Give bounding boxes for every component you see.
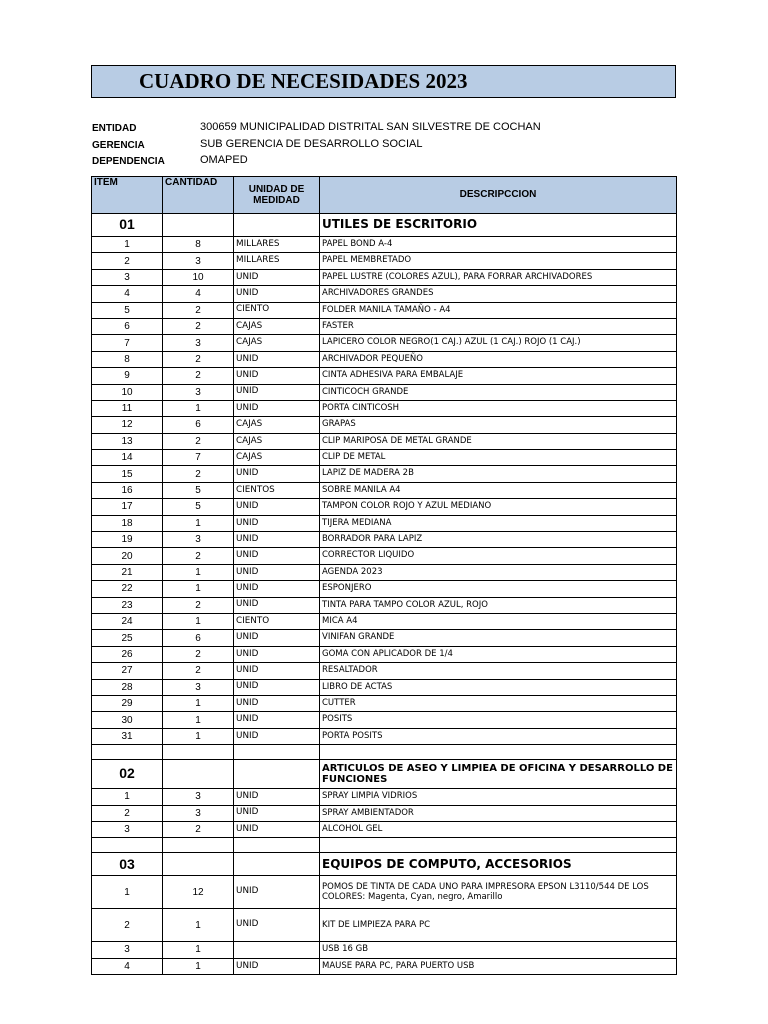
table-row (92, 318, 677, 334)
table-row (92, 351, 677, 367)
section-empty-cell (163, 214, 234, 237)
item-number: 1 (92, 237, 163, 253)
section-number: 03 (92, 853, 163, 876)
header-item: ITEM (92, 177, 163, 214)
quantity: 3 (163, 384, 234, 400)
quantity: 12 (163, 876, 234, 909)
description: LIBRO DE ACTAS (320, 679, 677, 695)
description: MICA A4 (320, 613, 677, 629)
item-number: 21 (92, 564, 163, 580)
item-number: 26 (92, 646, 163, 662)
quantity: 3 (163, 805, 234, 821)
description: SPRAY LIMPIA VIDRIOS (320, 789, 677, 805)
description: VINIFAN GRANDE (320, 630, 677, 646)
item-number: 13 (92, 433, 163, 449)
quantity: 1 (163, 613, 234, 629)
item-number: 16 (92, 482, 163, 498)
table-row (92, 499, 677, 515)
table-row (92, 450, 677, 466)
table-row (92, 821, 677, 837)
quantity: 2 (163, 548, 234, 564)
empty-cell (320, 745, 677, 760)
meta-value: SUB GERENCIA DE DESARROLLO SOCIAL (200, 137, 423, 150)
unit-of-measure: UNID (234, 597, 320, 613)
unit-of-measure (234, 942, 320, 958)
quantity: 1 (163, 695, 234, 711)
description: BORRADOR PARA LAPIZ (320, 532, 677, 548)
unit-of-measure: CAJAS (234, 450, 320, 466)
table-row (92, 237, 677, 253)
empty-cell (320, 838, 677, 853)
page-title: CUADRO DE NECESIDADES 2023 (139, 69, 468, 93)
item-number: 9 (92, 368, 163, 384)
unit-of-measure: UNID (234, 646, 320, 662)
table-row (92, 695, 677, 711)
item-number: 25 (92, 630, 163, 646)
table-row (92, 548, 677, 564)
description: LAPIZ DE MADERA 2B (320, 466, 677, 482)
table-row (92, 302, 677, 318)
description: ARCHIVADORES GRANDES (320, 286, 677, 302)
item-number: 2 (92, 909, 163, 942)
meta-label: DEPENDENCIA (92, 156, 165, 167)
quantity: 3 (163, 335, 234, 351)
empty-cell (163, 745, 234, 760)
unit-of-measure: UNID (234, 821, 320, 837)
quantity: 1 (163, 400, 234, 416)
item-number: 1 (92, 876, 163, 909)
meta-value: OMAPED (200, 154, 248, 166)
description: CORRECTOR LIQUIDO (320, 548, 677, 564)
empty-cell (92, 838, 163, 853)
table-row (92, 958, 677, 974)
description: FASTER (320, 318, 677, 334)
unit-of-measure: UNID (234, 909, 320, 942)
unit-of-measure: UNID (234, 269, 320, 285)
description: CUTTER (320, 695, 677, 711)
quantity: 3 (163, 789, 234, 805)
unit-of-measure: CAJAS (234, 417, 320, 433)
unit-of-measure: UNID (234, 400, 320, 416)
description: PORTA CINTICOSH (320, 400, 677, 416)
item-number: 4 (92, 958, 163, 974)
unit-of-measure: CAJAS (234, 318, 320, 334)
quantity: 2 (163, 597, 234, 613)
quantity: 6 (163, 417, 234, 433)
item-number: 3 (92, 269, 163, 285)
description: CLIP DE METAL (320, 450, 677, 466)
description: PAPEL MEMBRETADO (320, 253, 677, 269)
meta-value: 300659 MUNICIPALIDAD DISTRITAL SAN SILVESTRE DE COCHAN (200, 121, 541, 133)
unit-of-measure: UNID (234, 728, 320, 744)
table-row (92, 630, 677, 646)
description: ESPONJERO (320, 581, 677, 597)
item-number: 27 (92, 663, 163, 679)
spacer-row (92, 745, 677, 760)
item-number: 11 (92, 400, 163, 416)
unit-of-measure: UNID (234, 466, 320, 482)
item-number: 2 (92, 253, 163, 269)
table-header-row (92, 177, 677, 214)
quantity: 3 (163, 532, 234, 548)
item-number: 22 (92, 581, 163, 597)
meta-label: GERENCIA (92, 139, 145, 151)
header-cantidad: CANTIDAD (163, 177, 234, 214)
unit-of-measure: UNID (234, 679, 320, 695)
table-row (92, 466, 677, 482)
empty-cell (234, 838, 320, 853)
quantity: 1 (163, 909, 234, 942)
quantity: 1 (163, 564, 234, 580)
item-number: 31 (92, 728, 163, 744)
unit-of-measure: UNID (234, 712, 320, 728)
quantity: 2 (163, 368, 234, 384)
document-meta (91, 121, 676, 171)
table-row (92, 532, 677, 548)
item-number: 7 (92, 335, 163, 351)
unit-of-measure: UNID (234, 958, 320, 974)
item-number: 10 (92, 384, 163, 400)
unit-of-measure: UNID (234, 532, 320, 548)
description: PORTA POSITS (320, 728, 677, 744)
description: USB 16 GB (320, 942, 677, 958)
unit-of-measure: UNID (234, 286, 320, 302)
description: ALCOHOL GEL (320, 821, 677, 837)
table-row (92, 712, 677, 728)
section-empty-cell (234, 214, 320, 237)
quantity: 2 (163, 351, 234, 367)
table-row (92, 384, 677, 400)
description: SOBRE MANILA A4 (320, 482, 677, 498)
section-empty-cell (234, 853, 320, 876)
description: CINTA ADHESIVA PARA EMBALAJE (320, 368, 677, 384)
header-descripcion: DESCRIPCCION (320, 177, 677, 214)
unit-of-measure: UNID (234, 564, 320, 580)
unit-of-measure: CIENTO (234, 613, 320, 629)
table-row (92, 646, 677, 662)
unit-of-measure: UNID (234, 515, 320, 531)
item-number: 23 (92, 597, 163, 613)
item-number: 6 (92, 318, 163, 334)
section-header-row (92, 760, 677, 789)
description: TINTA PARA TAMPO COLOR AZUL, ROJO (320, 597, 677, 613)
table-row (92, 728, 677, 744)
unit-of-measure: MILLARES (234, 253, 320, 269)
quantity: 10 (163, 269, 234, 285)
quantity: 1 (163, 958, 234, 974)
table-row (92, 909, 677, 942)
spacer-row (92, 838, 677, 853)
section-title: EQUIPOS DE COMPUTO, ACCESORIOS (320, 853, 677, 876)
section-empty-cell (163, 760, 234, 789)
unit-of-measure: UNID (234, 548, 320, 564)
table-row (92, 335, 677, 351)
description: ARCHIVADOR PEQUEÑO (320, 351, 677, 367)
quantity: 1 (163, 728, 234, 744)
table-row (92, 564, 677, 580)
item-number: 30 (92, 712, 163, 728)
section-empty-cell (163, 853, 234, 876)
description: AGENDA 2023 (320, 564, 677, 580)
table-row (92, 400, 677, 416)
item-number: 18 (92, 515, 163, 531)
item-number: 14 (92, 450, 163, 466)
unit-of-measure: UNID (234, 789, 320, 805)
quantity: 3 (163, 679, 234, 695)
table-row (92, 482, 677, 498)
table-row (92, 876, 677, 909)
unit-of-measure: UNID (234, 384, 320, 400)
quantity: 6 (163, 630, 234, 646)
item-number: 28 (92, 679, 163, 695)
table-row (92, 253, 677, 269)
unit-of-measure: CAJAS (234, 335, 320, 351)
description: MAUSE PARA PC, PARA PUERTO USB (320, 958, 677, 974)
empty-cell (92, 745, 163, 760)
needs-table (91, 176, 677, 975)
item-number: 29 (92, 695, 163, 711)
empty-cell (163, 838, 234, 853)
quantity: 2 (163, 466, 234, 482)
description: TAMPON COLOR ROJO Y AZUL MEDIANO (320, 499, 677, 515)
section-header-row (92, 214, 677, 237)
table-row (92, 942, 677, 958)
description: POMOS DE TINTA DE CADA UNO PARA IMPRESORA EPSON L3110/544 DE LOS COLORES: Magenta, Cyan, negro, Amarillo (320, 876, 677, 909)
quantity: 4 (163, 286, 234, 302)
unit-of-measure: UNID (234, 581, 320, 597)
unit-of-measure: UNID (234, 695, 320, 711)
empty-cell (234, 745, 320, 760)
item-number: 15 (92, 466, 163, 482)
table-row (92, 613, 677, 629)
quantity: 7 (163, 450, 234, 466)
header-unidad: UNIDAD DE MEDIDAD (234, 177, 320, 214)
item-number: 12 (92, 417, 163, 433)
item-number: 17 (92, 499, 163, 515)
section-number: 02 (92, 760, 163, 789)
section-header-row (92, 853, 677, 876)
section-empty-cell (234, 760, 320, 789)
quantity: 3 (163, 253, 234, 269)
table-row (92, 515, 677, 531)
item-number: 4 (92, 286, 163, 302)
description: CINTICOCH GRANDE (320, 384, 677, 400)
table-row (92, 581, 677, 597)
description: GOMA CON APLICADOR DE 1/4 (320, 646, 677, 662)
table-row (92, 417, 677, 433)
quantity: 2 (163, 318, 234, 334)
table-row (92, 368, 677, 384)
unit-of-measure: UNID (234, 499, 320, 515)
quantity: 1 (163, 581, 234, 597)
quantity: 8 (163, 237, 234, 253)
unit-of-measure: UNID (234, 368, 320, 384)
item-number: 24 (92, 613, 163, 629)
meta-row-gerencia (91, 138, 676, 155)
table-row (92, 663, 677, 679)
unit-of-measure: CAJAS (234, 433, 320, 449)
item-number: 1 (92, 789, 163, 805)
description: POSITS (320, 712, 677, 728)
title-bar (91, 65, 676, 98)
unit-of-measure: CIENTO (234, 302, 320, 318)
section-number: 01 (92, 214, 163, 237)
description: FOLDER MANILA TAMAÑO - A4 (320, 302, 677, 318)
item-number: 20 (92, 548, 163, 564)
item-number: 3 (92, 942, 163, 958)
table-row (92, 286, 677, 302)
item-number: 3 (92, 821, 163, 837)
table-row (92, 597, 677, 613)
description: GRAPAS (320, 417, 677, 433)
quantity: 1 (163, 712, 234, 728)
quantity: 2 (163, 663, 234, 679)
quantity: 2 (163, 302, 234, 318)
description: KIT DE LIMPIEZA PARA PC (320, 909, 677, 942)
unit-of-measure: UNID (234, 663, 320, 679)
section-title: UTILES DE ESCRITORIO (320, 214, 677, 237)
meta-row-entidad (91, 121, 676, 138)
unit-of-measure: MILLARES (234, 237, 320, 253)
unit-of-measure: UNID (234, 876, 320, 909)
quantity: 5 (163, 482, 234, 498)
item-number: 5 (92, 302, 163, 318)
quantity: 2 (163, 433, 234, 449)
item-number: 19 (92, 532, 163, 548)
item-number: 2 (92, 805, 163, 821)
description: CLIP MARIPOSA DE METAL GRANDE (320, 433, 677, 449)
unit-of-measure: UNID (234, 630, 320, 646)
description: SPRAY AMBIENTADOR (320, 805, 677, 821)
table-row (92, 679, 677, 695)
quantity: 1 (163, 942, 234, 958)
description: TIJERA MEDIANA (320, 515, 677, 531)
table-row (92, 269, 677, 285)
meta-row-dependencia (91, 154, 676, 171)
unit-of-measure: UNID (234, 351, 320, 367)
quantity: 5 (163, 499, 234, 515)
table-row (92, 433, 677, 449)
item-number: 8 (92, 351, 163, 367)
quantity: 2 (163, 646, 234, 662)
table-row (92, 789, 677, 805)
description: RESALTADOR (320, 663, 677, 679)
unit-of-measure: CIENTOS (234, 482, 320, 498)
quantity: 2 (163, 821, 234, 837)
quantity: 1 (163, 515, 234, 531)
description: LAPICERO COLOR NEGRO(1 CAJ.) AZUL (1 CAJ.) ROJO (1 CAJ.) (320, 335, 677, 351)
meta-label: ENTIDAD (92, 123, 137, 134)
table-row (92, 805, 677, 821)
description: PAPEL BOND A-4 (320, 237, 677, 253)
section-title: ARTICULOS DE ASEO Y LIMPIEA DE OFICINA Y DESARROLLO DE FUNCIONES (320, 760, 677, 789)
unit-of-measure: UNID (234, 805, 320, 821)
description: PAPEL LUSTRE (COLORES AZUL), PARA FORRAR ARCHIVADORES (320, 269, 677, 285)
